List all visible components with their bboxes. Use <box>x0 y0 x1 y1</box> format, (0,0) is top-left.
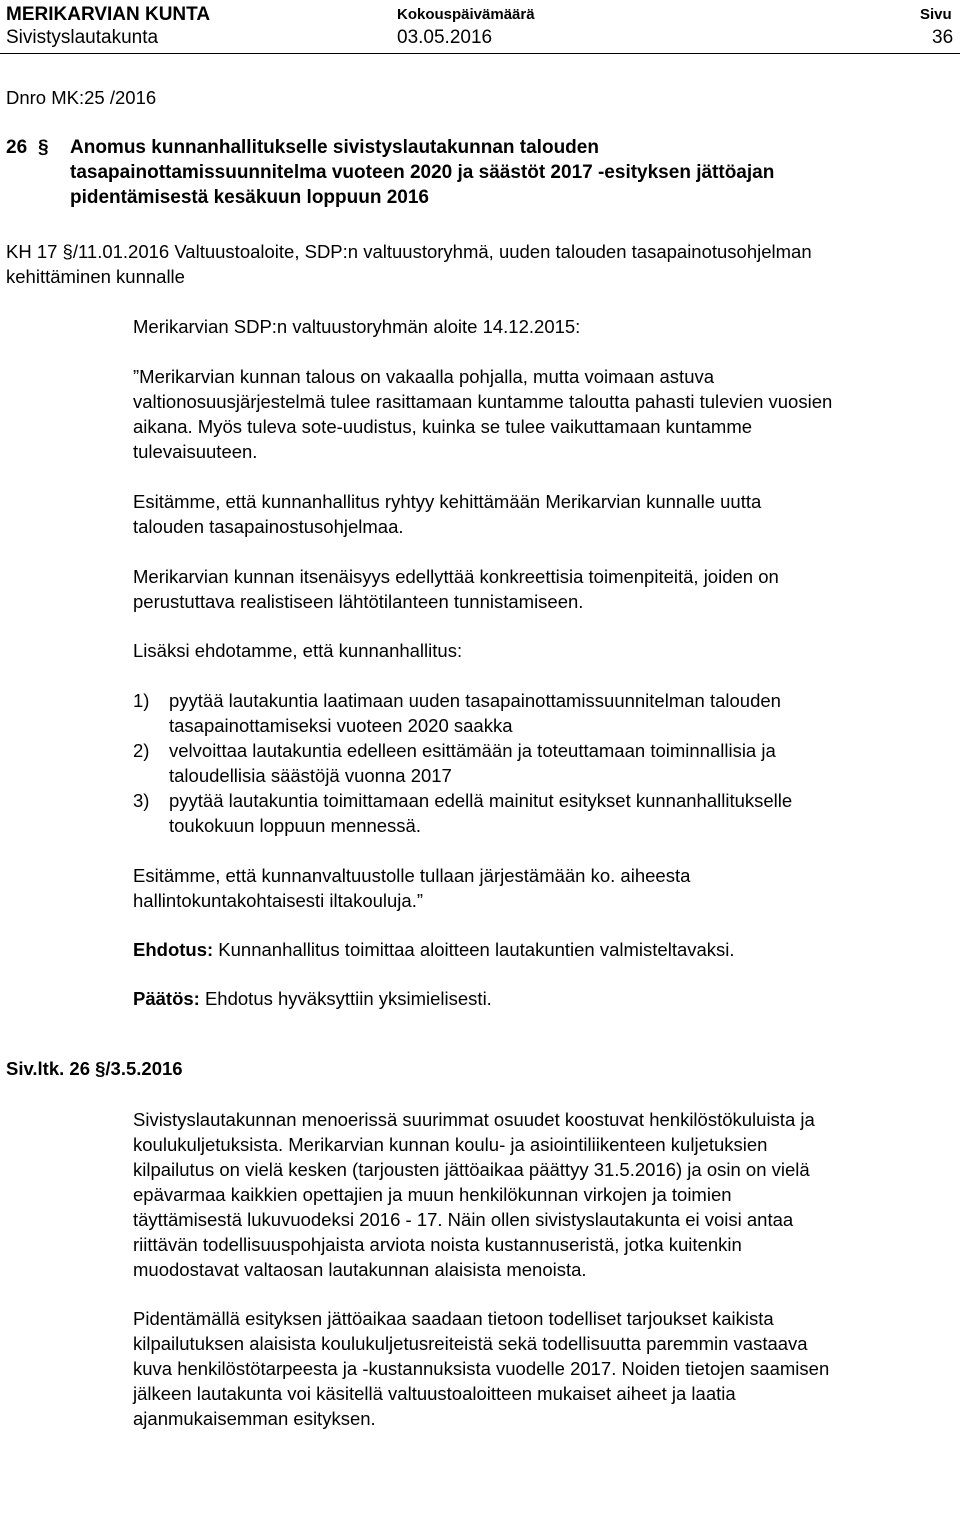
section-sign: § <box>38 137 49 158</box>
initiative-intro: Merikarvian SDP:n valtuustoryhmän aloite 14.12.2015: <box>133 316 581 337</box>
list-item-2-num: 2) <box>133 740 150 761</box>
dnro: Dnro MK:25 /2016 <box>6 87 157 108</box>
list-item-1-num: 1) <box>133 690 150 711</box>
p5-line-2: hallintokuntakohtaisesti iltakouluja.” <box>133 890 424 911</box>
sivltk-p2-line-2: kilpailutuksen alaisista koulukuljetusreiteistä sekä todellisuutta paremmin vastaava <box>133 1333 808 1354</box>
org-name: MERIKARVIAN KUNTA <box>6 4 211 25</box>
list-item-3-line-2: toukokuun loppuun mennessä. <box>169 815 421 836</box>
decision-text: Ehdotus hyväksyttiin yksimielisesti. <box>204 988 492 1009</box>
p1-line-4: tulevaisuuteen. <box>133 441 258 462</box>
page-number: 36 <box>932 27 954 48</box>
sivltk-heading: Siv.ltk. 26 §/3.5.2016 <box>6 1058 183 1079</box>
list-item-1-line-2: tasapainottamiseksi vuoteen 2020 saakka <box>169 715 513 736</box>
sivltk-p1-line-5: täyttämisestä lukuvuodeksi 2016 - 17. Näin ollen sivistyslautakunta ei voisi antaa <box>133 1209 794 1230</box>
p1-line-3: aikana. Myös tuleva sote-uudistus, kuinka se tulee vaikuttamaan kuntamme <box>133 416 753 437</box>
decision-label: Päätös: <box>133 988 200 1009</box>
p2-line-2: talouden tasapainostusohjelmaa. <box>133 516 404 537</box>
sivltk-p1-line-6: riittävän todellisuuspohjaista arviota noista kustannuseristä, jotka kuitenkin <box>133 1234 742 1255</box>
proposal-label: Ehdotus: <box>133 939 214 960</box>
meeting-date-label: Kokouspäivämäärä <box>397 6 535 23</box>
decision <box>133 988 492 1010</box>
list-item-3-line-1: pyytää lautakuntia toimittamaan edellä mainitut esitykset kunnanhallitukselle <box>169 790 793 811</box>
meeting-date: 03.05.2016 <box>397 27 493 48</box>
p1-line-1: ”Merikarvian kunnan talous on vakaalla pohjalla, mutta voimaan astuva <box>133 366 715 387</box>
sivltk-p1-line-2: koulukuljetuksista. Merikarvian kunnan koulu- ja asiointiliikenteen kuljetuksien <box>133 1134 768 1155</box>
list-item-1-line-1: pyytää lautakuntia laatimaan uuden tasapainottamissuunnitelman talouden <box>169 690 781 711</box>
page-label: Sivu <box>920 6 952 23</box>
p4: Lisäksi ehdotamme, että kunnanhallitus: <box>133 640 463 661</box>
sivltk-p2-line-5: ajanmukaisemman esityksen. <box>133 1408 376 1429</box>
board-name: Sivistyslautakunta <box>6 27 159 48</box>
p3-line-2: perustuttava realistiseen lähtötilanteen tunnistamiseen. <box>133 591 584 612</box>
sivltk-p2-line-1: Pidentämällä esityksen jättöaikaa saadaan tietoon todelliset tarjoukset kaikista <box>133 1308 774 1329</box>
item-title-line-1: Anomus kunnanhallitukselle sivistyslautakunnan talouden <box>70 137 599 158</box>
item-title-line-2: tasapainottamissuunnitelma vuoteen 2020 ja säästöt 2017 -esityksen jättöajan <box>70 162 775 183</box>
sivltk-p1-line-3: kilpailutus on vielä kesken (tarjousten jättöaikaa päättyy 31.5.2016) ja osin on vielä <box>133 1159 810 1180</box>
item-title-line-3: pidentämisestä kesäkuun loppuun 2016 <box>70 187 429 208</box>
sivltk-p1-line-7: muodostavat valtaosan lautakunnan alaisista menoista. <box>133 1259 587 1280</box>
list-item-2-line-2: taloudellisia säästöjä vuonna 2017 <box>169 765 452 786</box>
p3-line-1: Merikarvian kunnan itsenäisyys edellyttää konkreettisia toimenpiteitä, joiden on <box>133 566 779 587</box>
kh-line-2: kehittäminen kunnalle <box>6 266 185 287</box>
p1-line-2: valtionosuusjärjestelmä tulee rasittamaan kuntamme taloutta pahasti tulevien vuosien <box>133 391 833 412</box>
kh-line-1: KH 17 §/11.01.2016 Valtuustoaloite, SDP:n valtuustoryhmä, uuden talouden tasapainotusohjelman <box>6 241 812 262</box>
header-rule <box>0 53 960 54</box>
sivltk-p1-line-1: Sivistyslautakunnan menoerissä suurimmat osuudet koostuvat henkilöstökuluista ja <box>133 1109 815 1130</box>
proposal-text: Kunnanhallitus toimittaa aloitteen lautakuntien valmisteltavaksi. <box>218 939 735 960</box>
proposal <box>133 939 735 961</box>
item-number: 26 <box>6 137 28 158</box>
p5-line-1: Esitämme, että kunnanvaltuustolle tullaan järjestämään ko. aiheesta <box>133 865 691 886</box>
p2-line-1: Esitämme, että kunnanhallitus ryhtyy kehittämään Merikarvian kunnalle uutta <box>133 491 762 512</box>
list-item-3-num: 3) <box>133 790 150 811</box>
sivltk-p2-line-4: jälkeen lautakunta voi käsitellä valtuustoaloitteen mukaiset aiheet ja laatia <box>133 1383 736 1404</box>
list-item-2-line-1: velvoittaa lautakuntia edelleen esittämään ja toteuttamaan toiminnallisia ja <box>169 740 776 761</box>
sivltk-p2-line-3: kuva henkilöstötarpeesta ja -kustannuksista vuodelle 2017. Noiden tietojen saamisen <box>133 1358 830 1379</box>
sivltk-p1-line-4: epävarmaa kaikkien opettajien ja muun henkilökunnan virkojen ja toimien <box>133 1184 732 1205</box>
